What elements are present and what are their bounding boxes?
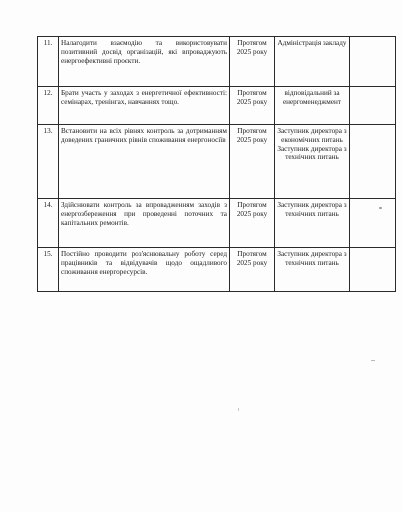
table-row: [38, 199, 396, 248]
term-text: Протягом 2025 року: [230, 125, 275, 199]
row-number: 14.: [38, 199, 59, 248]
row-number: 15.: [38, 248, 59, 292]
task-text: Брати участь у заходах з енергетичної ефективності: семінарах, тренінгах, навчаннях тощо.: [59, 87, 230, 125]
term-text: Протягом 2025 року: [230, 37, 275, 87]
responsible-text: відповідальний за енергоменеджмент: [275, 87, 350, 125]
table-row: [38, 125, 396, 199]
notes-cell: [350, 248, 396, 292]
row-number: 11.: [38, 37, 59, 87]
term-text: Протягом 2025 року: [230, 199, 275, 248]
notes-cell: [350, 199, 396, 248]
table-row: [38, 37, 396, 87]
task-text: Встановити на всіх рівнях контроль за дотриманням доведених граничних рівнів споживання енергоносіїв: [59, 125, 230, 199]
table-row: [38, 248, 396, 292]
table-row: [38, 87, 396, 125]
row-number: 13.: [38, 125, 59, 199]
responsible-text: Заступник директора з технічних питань: [275, 248, 350, 292]
scan-speck: [371, 360, 375, 361]
task-text: Здійснювати контроль за впровадженням заходів з енергозбереження при проведенні поточних та капітальних ремонтів.: [59, 199, 230, 248]
notes-cell: [350, 87, 396, 125]
term-text: Протягом 2025 року: [230, 87, 275, 125]
measures-table: [37, 36, 396, 292]
term-text: Протягом 2025 року: [230, 248, 275, 292]
responsible-text: Заступник директора з технічних питань: [275, 199, 350, 248]
responsible-text: Заступник директора з економічних питань Заступник директора з технічних питань: [275, 125, 350, 199]
responsible-text: Адміністрація закладу: [275, 37, 350, 87]
scan-speck: [238, 408, 239, 411]
scan-speck: [379, 207, 382, 209]
notes-cell: [350, 125, 396, 199]
task-text: Постійно проводити роз'яснювальну роботу серед працівників та відвідувачів щодо ощадливого споживання енергоресурсів.: [59, 248, 230, 292]
row-number: 12.: [38, 87, 59, 125]
task-text: Налагодити взаємодію та використовувати позитивний досвід організацій, які впроваджують енергоефективні проєкти.: [59, 37, 230, 87]
notes-cell: [350, 37, 396, 87]
